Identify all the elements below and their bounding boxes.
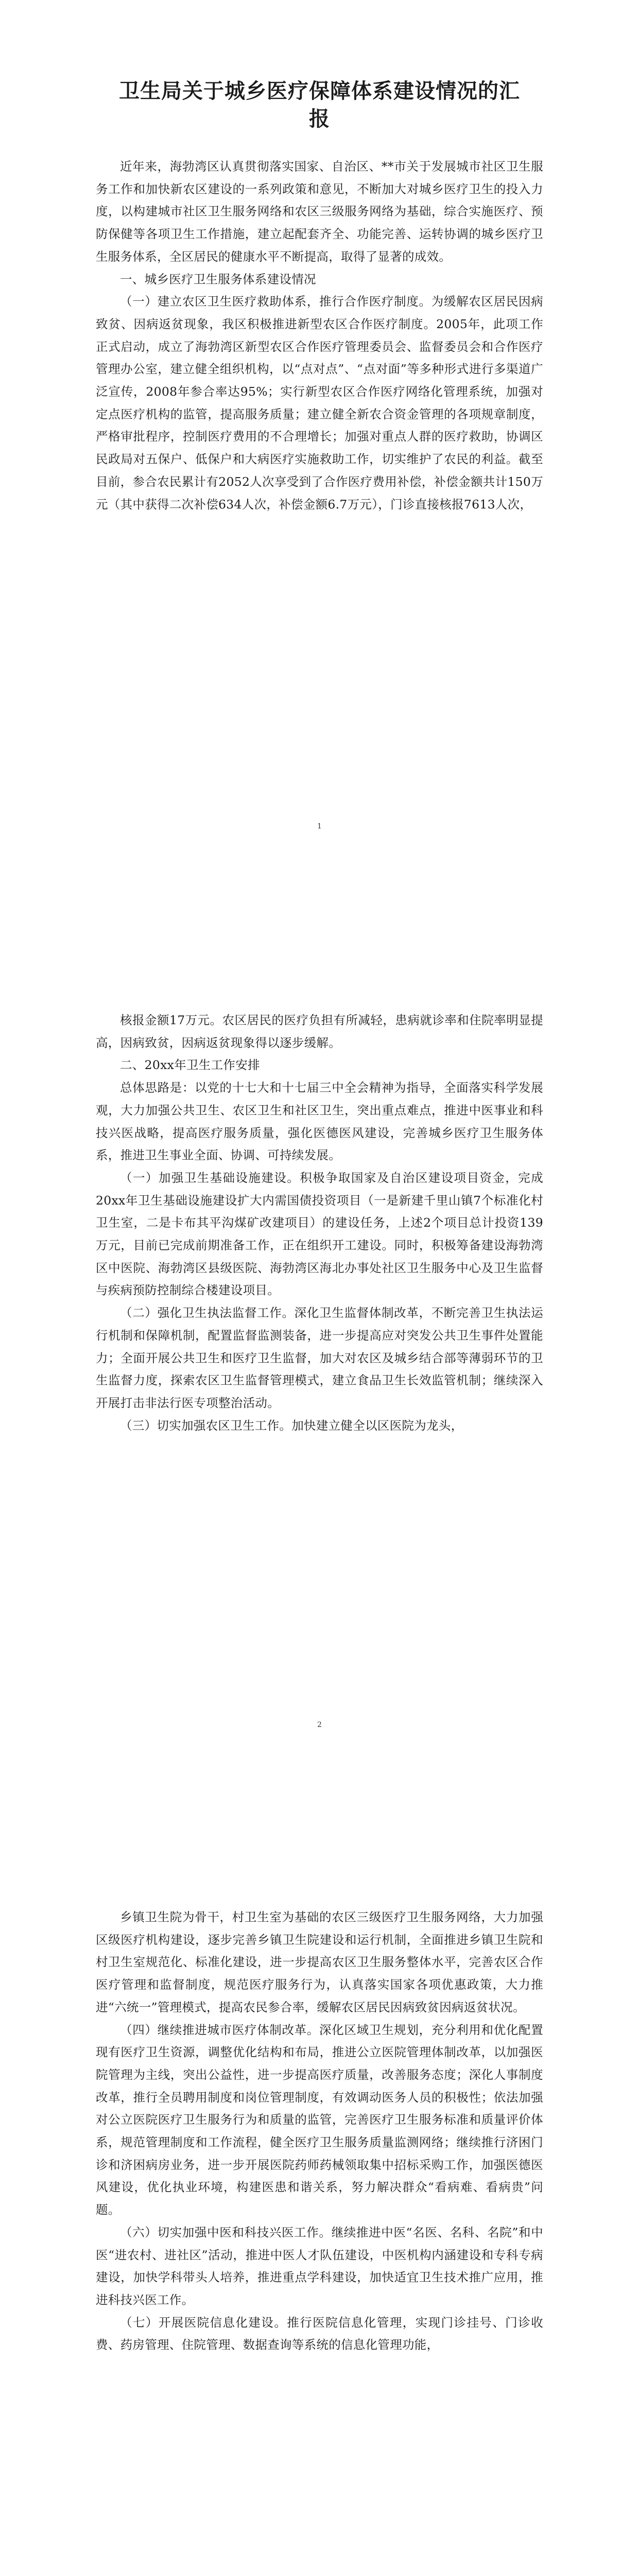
page-content <box>96 1906 543 2357</box>
paragraph: （一）加强卫生基础设施建设。积极争取国家及自治区建设项目资金，完成20xx年卫生基础设施建设扩大内需国债投资项目（一是新建千里山镇7个标准化村卫生室，二是卡布其平沟煤矿改建项目）的建设任务，上述2个项目总计投资139万元，目前已完成前期准备工作，正在组织开工建设。同时，积极筹备建设海勃湾区中医院、海勃湾区县级医院、海勃湾区海北办事处社区卫生服务中心及卫生监督与疾病预防控制综合楼建设项目。 <box>96 1170 543 1298</box>
paragraph: 总体思路是：以党的十七大和十七届三中全会精神为指导，全面落实科学发展观，大力加强公共卫生、农区卫生和社区卫生，突出重点难点，推进中医事业和科技兴医战略，提高医疗服务质量，强化医德医风建设，完善城乡医疗卫生服务体系，推进卫生事业全面、协调、可持续发展。 <box>96 1080 543 1163</box>
page-2 <box>0 904 639 1807</box>
page-content <box>96 1009 543 1437</box>
section-heading: 一、城乡医疗卫生服务体系建设情况 <box>120 272 316 286</box>
page-number: 2 <box>317 1721 322 1729</box>
page-1 <box>0 0 639 904</box>
paragraph: （二）强化卫生执法监督工作。深化卫生监督体制改革，不断完善卫生执法运行机制和保障机制，配置监督监测装备，进一步提高应对突发公共卫生事件处置能力；全面开展公共卫生和医疗卫生监督，加大对农区及城乡结合部等薄弱环节的卫生监督力度，探索农区卫生监督管理模式，建立食品卫生长效监管机制；继续深入开展打击非法行医专项整治活动。 <box>96 1306 543 1410</box>
document-title: 卫生局关于城乡医疗保障体系建设情况的汇报 <box>119 79 520 131</box>
paragraph: （七）开展医院信息化建设。推行医院信息化管理，实现门诊挂号、门诊收费、药房管理、住院管理、数据查询等系统的信息化管理功能， <box>96 2315 543 2352</box>
paragraph: 乡镇卫生院为骨干，村卫生室为基础的农区三级医疗卫生服务网络，大力加强区级医疗机构建设，逐步完善乡镇卫生院建设和运行机制，全面推进乡镇卫生院和村卫生室规范化、标准化建设，进一步提高农区卫生服务整体水平，完善农区合作医疗管理和监督制度，规范医疗服务行为，认真落实国家各项优惠政策，大力推进“六统一”管理模式，提高农民参合率，缓解农区居民因病致贫因病返贫状况。 <box>96 1910 543 2014</box>
section-heading: 二、20xx年卫生工作安排 <box>120 1058 260 1073</box>
paragraph: （四）继续推进城市医疗体制改革。深化区域卫生规划，充分利用和优化配置现有医疗卫生资源，调整优化结构和布局，推进公立医院管理体制改革，以加强医院管理为主线，突出公益性，进一步提高医疗质量，改善服务态度；深化人事制度改革，推行全员聘用制度和岗位管理制度，有效调动医务人员的积极性；依法加强对公立医院医疗卫生服务行为和质量的监管，完善医疗卫生服务标准和质量评价体系，规范管理制度和工作流程，健全医疗卫生服务质量监测网络；继续推行济困门诊和济困病房业务，进一步开展医院药师药械领取集中招标采购工作，加强医德医风建设，优化执业环境，构建医患和谐关系，努力解决群众“看病难、看病贵”问题。 <box>96 2022 543 2217</box>
page-content <box>96 77 543 516</box>
page-number: 1 <box>317 822 322 831</box>
paragraph: 核报金额17万元。农区居民的医疗负担有所减轻，患病就诊率和住院率明显提高，因病致贫，因病返贫现象得以逐步缓解。 <box>96 1013 543 1050</box>
paragraph: （一）建立农区卫生医疗救助体系，推行合作医疗制度。为缓解农区居民因病致贫、因病返贫现象，我区积极推进新型农区合作医疗制度。2005年，此项工作正式启动，成立了海勃湾区新型农区合作医疗管理委员会、监督委员会和合作医疗管理办公室，建立健全组织机构，以“点对点”、“点对面”等多种形式进行多渠道广泛宣传，2008年参合率达95%；实行新型农区合作医疗网络化管理系统，加强对定点医疗机构的监管，提高服务质量；建立健全新农合资金管理的各项规章制度，严格审批程序，控制医疗费用的不合理增长；加强对重点人群的医疗救助，协调区民政局对五保户、低保户和大病医疗实施救助工作，切实维护了农民的利益。截至目前，参合农民累计有2052人次享受到了合作医疗费用补偿，补偿金额共计150万元（其中获得二次补偿634人次，补偿金额6.7万元），门诊直接核报7613人次， <box>96 294 543 512</box>
paragraph: 近年来，海勃湾区认真贯彻落实国家、自治区、**市关于发展城市社区卫生服务工作和加快新农区建设的一系列政策和意见，不断加大对城乡医疗卫生的投入力度，以构建城市社区卫生服务网络和农区三级服务网络为基础，综合实施医疗、预防保健等各项卫生工作措施，建立起配套齐全、功能完善、运转协调的城乡医疗卫生服务体系，全区居民的健康水平不断提高，取得了显著的成效。 <box>96 159 543 264</box>
paragraph: （三）切实加强农区卫生工作。加快建立健全以区医院为龙头， <box>120 1418 463 1433</box>
paragraph: （六）切实加强中医和科技兴医工作。继续推进中医“名医、名科、名院”和中医“进农村、进社区”活动，推进中医人才队伍建设，中医机构内涵建设和专科专病建设，加快学科带头人培养，推进重点学科建设，加快适宜卫生技术推广应用，推进科技兴医工作。 <box>96 2225 543 2307</box>
page-3 <box>0 1807 639 2576</box>
